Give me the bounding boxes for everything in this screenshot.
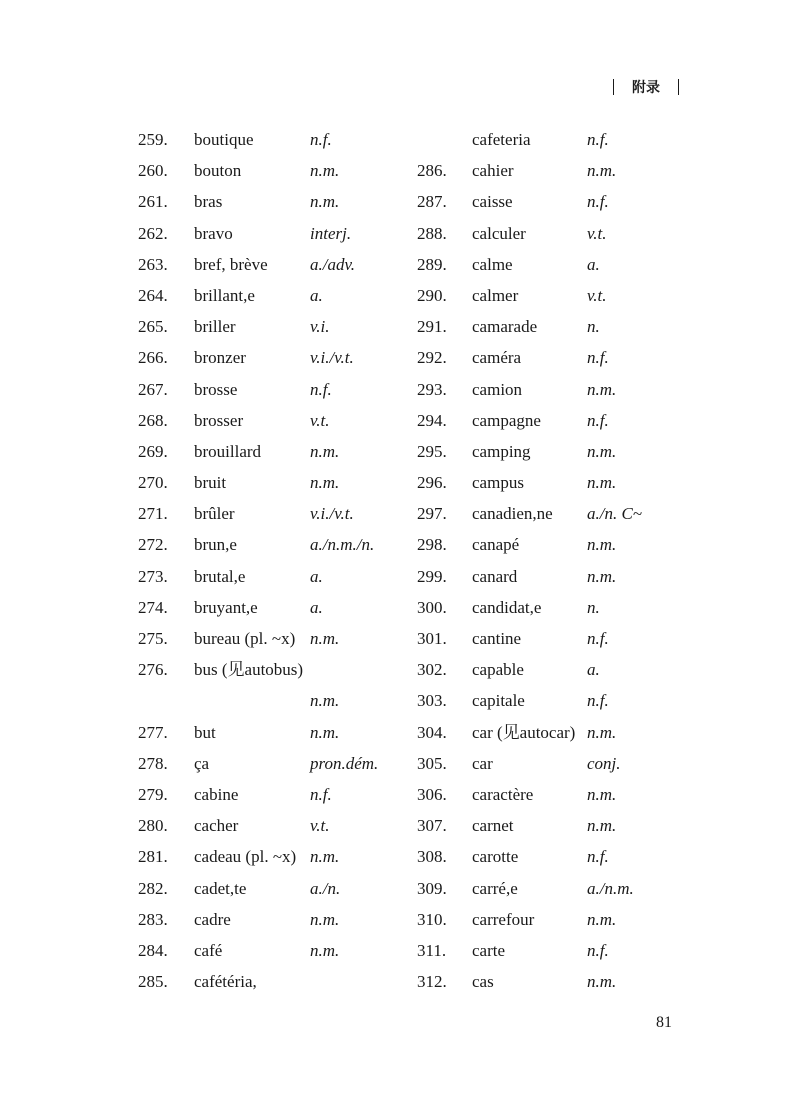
entry-part-of-speech: n.f. [587, 192, 609, 212]
entry-word: brutal,e [194, 566, 246, 586]
entry-word: cadeau (pl. ~x) [194, 847, 297, 867]
entry-part-of-speech: v.i. [310, 317, 330, 337]
entry-part-of-speech: a./n.m./n. [310, 535, 375, 555]
entry-word: caractère [472, 784, 534, 804]
header-title: 附录 [632, 80, 660, 96]
entry-word: bronzer [194, 348, 246, 368]
entry-word: cadet,te [194, 878, 247, 898]
entry-word: boutique [194, 130, 254, 149]
entry-part-of-speech: n.m. [310, 722, 340, 742]
entry-number: 277. [138, 722, 168, 742]
entry-part-of-speech: a./n.m. [587, 878, 634, 898]
entry-part-of-speech: n.m. [310, 161, 340, 181]
entry-number: 295. [417, 441, 447, 461]
entry-part-of-speech: pron.dém. [310, 753, 379, 773]
entry-part-of-speech: n.f. [587, 691, 609, 711]
entry-word: calme [472, 254, 513, 274]
entry-part-of-speech: n.m. [310, 847, 340, 867]
entry-word: carré,e [472, 878, 518, 898]
entry-word: brûler [194, 504, 235, 524]
entry-part-of-speech: n.f. [587, 629, 609, 648]
entry-number: 275. [138, 629, 168, 648]
entry-number: 307. [417, 816, 447, 836]
entry-word: canapé [472, 535, 520, 555]
entry-number: 281. [138, 847, 168, 867]
entry-part-of-speech: n.f. [587, 410, 609, 430]
entry-number: 260. [138, 161, 168, 181]
entry-part-of-speech: a./n. C~ [587, 504, 643, 524]
entry-part-of-speech: n.m. [587, 722, 617, 742]
entry-part-of-speech: n.m. [310, 691, 340, 711]
entry-word: brouillard [194, 441, 262, 461]
entry-number: 289. [417, 254, 447, 274]
entry-number: 288. [417, 223, 447, 243]
entry-part-of-speech: n. [587, 597, 600, 617]
page-number: 81 [656, 1014, 672, 1031]
entry-number: 276. [138, 660, 168, 680]
entry-word: cahier [472, 161, 514, 181]
entry-number: 266. [138, 348, 168, 368]
entry-word: camping [472, 441, 531, 461]
entry-number: 311. [417, 940, 447, 960]
entry-number: 279. [138, 784, 168, 804]
entry-word: cadre [194, 909, 231, 929]
entry-number: 285. [138, 972, 168, 992]
entry-number: 270. [138, 473, 168, 493]
entry-number: 268. [138, 410, 168, 430]
entry-word: campagne [472, 410, 541, 430]
entry-part-of-speech: n.f. [587, 940, 609, 960]
entry-word: brosser [194, 410, 244, 430]
entry-part-of-speech: n.m. [587, 784, 617, 804]
entry-part-of-speech: n.f. [310, 130, 332, 149]
entry-number: 259. [138, 130, 168, 149]
entry-part-of-speech: n.m. [587, 473, 617, 493]
entry-number: 267. [138, 379, 168, 399]
entry-part-of-speech: n.m. [310, 192, 340, 212]
entry-word: bus (见autobus) [194, 660, 304, 680]
entry-number: 273. [138, 566, 168, 586]
entry-number: 310. [417, 909, 447, 929]
entry-number: 280. [138, 816, 168, 836]
entry-word: cas [472, 972, 494, 992]
entry-word: car [472, 753, 493, 773]
entry-part-of-speech: a. [310, 566, 323, 586]
entry-number: 292. [417, 348, 447, 368]
entry-word: brillant,e [194, 285, 255, 305]
entry-number: 298. [417, 535, 447, 555]
entry-number: 299. [417, 566, 447, 586]
entry-word: brun,e [194, 535, 237, 555]
entry-number: 305. [417, 753, 447, 773]
entry-number: 294. [417, 410, 447, 430]
entry-number: 263. [138, 254, 168, 274]
entry-part-of-speech: n.f. [587, 847, 609, 867]
entry-word: candidat,e [472, 597, 542, 617]
entry-word: calculer [472, 223, 526, 243]
entry-part-of-speech: n.f. [310, 379, 332, 399]
entry-part-of-speech: n.f. [310, 784, 332, 804]
entry-number: 293. [417, 379, 447, 399]
entry-number: 284. [138, 940, 168, 960]
entry-number: 312. [417, 972, 447, 992]
entry-number: 290. [417, 285, 447, 305]
entry-number: 286. [417, 161, 447, 181]
entry-part-of-speech: interj. [310, 223, 352, 243]
running-header [613, 76, 679, 98]
entry-word: capable [472, 660, 524, 680]
header-divider-left [613, 79, 614, 95]
entry-number: 283. [138, 909, 168, 929]
entry-word: bref, brève [194, 254, 268, 274]
entry-part-of-speech: n.m. [310, 629, 340, 648]
entry-number: 261. [138, 192, 168, 212]
entry-word: bruit [194, 473, 227, 493]
entry-word: bruyant,e [194, 597, 258, 617]
entry-part-of-speech: n.m. [310, 441, 340, 461]
entry-number: 304. [417, 722, 447, 742]
entry-number: 274. [138, 597, 168, 617]
entry-number: 269. [138, 441, 168, 461]
entry-number: 308. [417, 847, 447, 867]
entry-number: 302. [417, 660, 447, 680]
entry-word: car (见autocar) [472, 722, 576, 742]
entry-number: 264. [138, 285, 168, 305]
entry-word: cafeteria [472, 130, 531, 149]
entry-part-of-speech: a. [587, 254, 600, 274]
entry-part-of-speech: v.t. [587, 285, 607, 305]
entry-number: 265. [138, 317, 168, 337]
entry-word: camarade [472, 317, 538, 337]
entry-word: camion [472, 379, 523, 399]
entry-part-of-speech: v.t. [587, 223, 607, 243]
entry-word: cabine [194, 784, 239, 804]
entry-part-of-speech: n. [587, 317, 600, 337]
entry-part-of-speech: n.m. [587, 566, 617, 586]
entry-word: brosse [194, 379, 238, 399]
entry-part-of-speech: n.m. [587, 816, 617, 836]
entry-part-of-speech: n.m. [587, 909, 617, 929]
entry-number: 301. [417, 629, 447, 648]
entry-number: 278. [138, 753, 168, 773]
entry-number: 309. [417, 878, 447, 898]
entry-part-of-speech: n.f. [587, 348, 609, 368]
entry-part-of-speech: n.f. [587, 130, 609, 149]
entry-part-of-speech: v.t. [310, 410, 330, 430]
entry-number: 300. [417, 597, 447, 617]
entry-part-of-speech: n.m. [587, 379, 617, 399]
entry-word: carotte [472, 847, 519, 867]
entry-word: bravo [194, 223, 233, 243]
entry-word: carrefour [472, 909, 535, 929]
entry-part-of-speech: conj. [587, 753, 621, 773]
entry-number: 272. [138, 535, 168, 555]
entry-part-of-speech: v.i./v.t. [310, 348, 354, 368]
entry-part-of-speech: n.m. [587, 161, 617, 181]
entry-word: briller [194, 317, 236, 337]
entry-part-of-speech: a. [310, 285, 323, 305]
entry-word: capitale [472, 691, 525, 711]
entry-word: canadien,ne [472, 504, 553, 524]
entry-word: caisse [472, 192, 513, 212]
entry-part-of-speech: n.m. [587, 441, 617, 461]
entry-number: 282. [138, 878, 168, 898]
entry-word: café [194, 940, 223, 960]
entry-number: 271. [138, 504, 168, 524]
entry-word: bouton [194, 161, 242, 181]
entry-number: 291. [417, 317, 447, 337]
entry-part-of-speech: a./adv. [310, 254, 356, 274]
header-divider-right [678, 79, 679, 95]
entry-word: cafétéria, [194, 972, 257, 992]
entry-word: caméra [472, 348, 522, 368]
entry-word: carte [472, 940, 506, 960]
entry-word: calmer [472, 285, 519, 305]
entry-word: bras [194, 192, 223, 212]
entry-word: cacher [194, 816, 239, 836]
entry-number: 296. [417, 473, 447, 493]
entry-part-of-speech: a. [310, 597, 323, 617]
entry-part-of-speech: n.m. [310, 940, 340, 960]
entry-number: 303. [417, 691, 447, 711]
entry-part-of-speech: v.i./v.t. [310, 504, 354, 524]
entry-part-of-speech: v.t. [310, 816, 330, 836]
entry-number: 287. [417, 192, 447, 212]
entry-word: canard [472, 566, 518, 586]
entry-number: 306. [417, 784, 447, 804]
entry-word: campus [472, 473, 524, 493]
entry-part-of-speech: n.m. [310, 909, 340, 929]
entry-word: but [194, 722, 216, 742]
entry-part-of-speech: n.m. [587, 972, 617, 992]
entry-part-of-speech: n.m. [310, 473, 340, 493]
entry-part-of-speech: a. [587, 660, 600, 680]
entry-number: 262. [138, 223, 168, 243]
entry-word: bureau (pl. ~x) [194, 629, 296, 648]
entry-part-of-speech: a./n. [310, 878, 341, 898]
entry-number: 297. [417, 504, 447, 524]
entry-word: cantine [472, 629, 522, 648]
entry-word: ça [194, 753, 210, 773]
entry-word: carnet [472, 816, 514, 836]
entry-part-of-speech: n.m. [587, 535, 617, 555]
